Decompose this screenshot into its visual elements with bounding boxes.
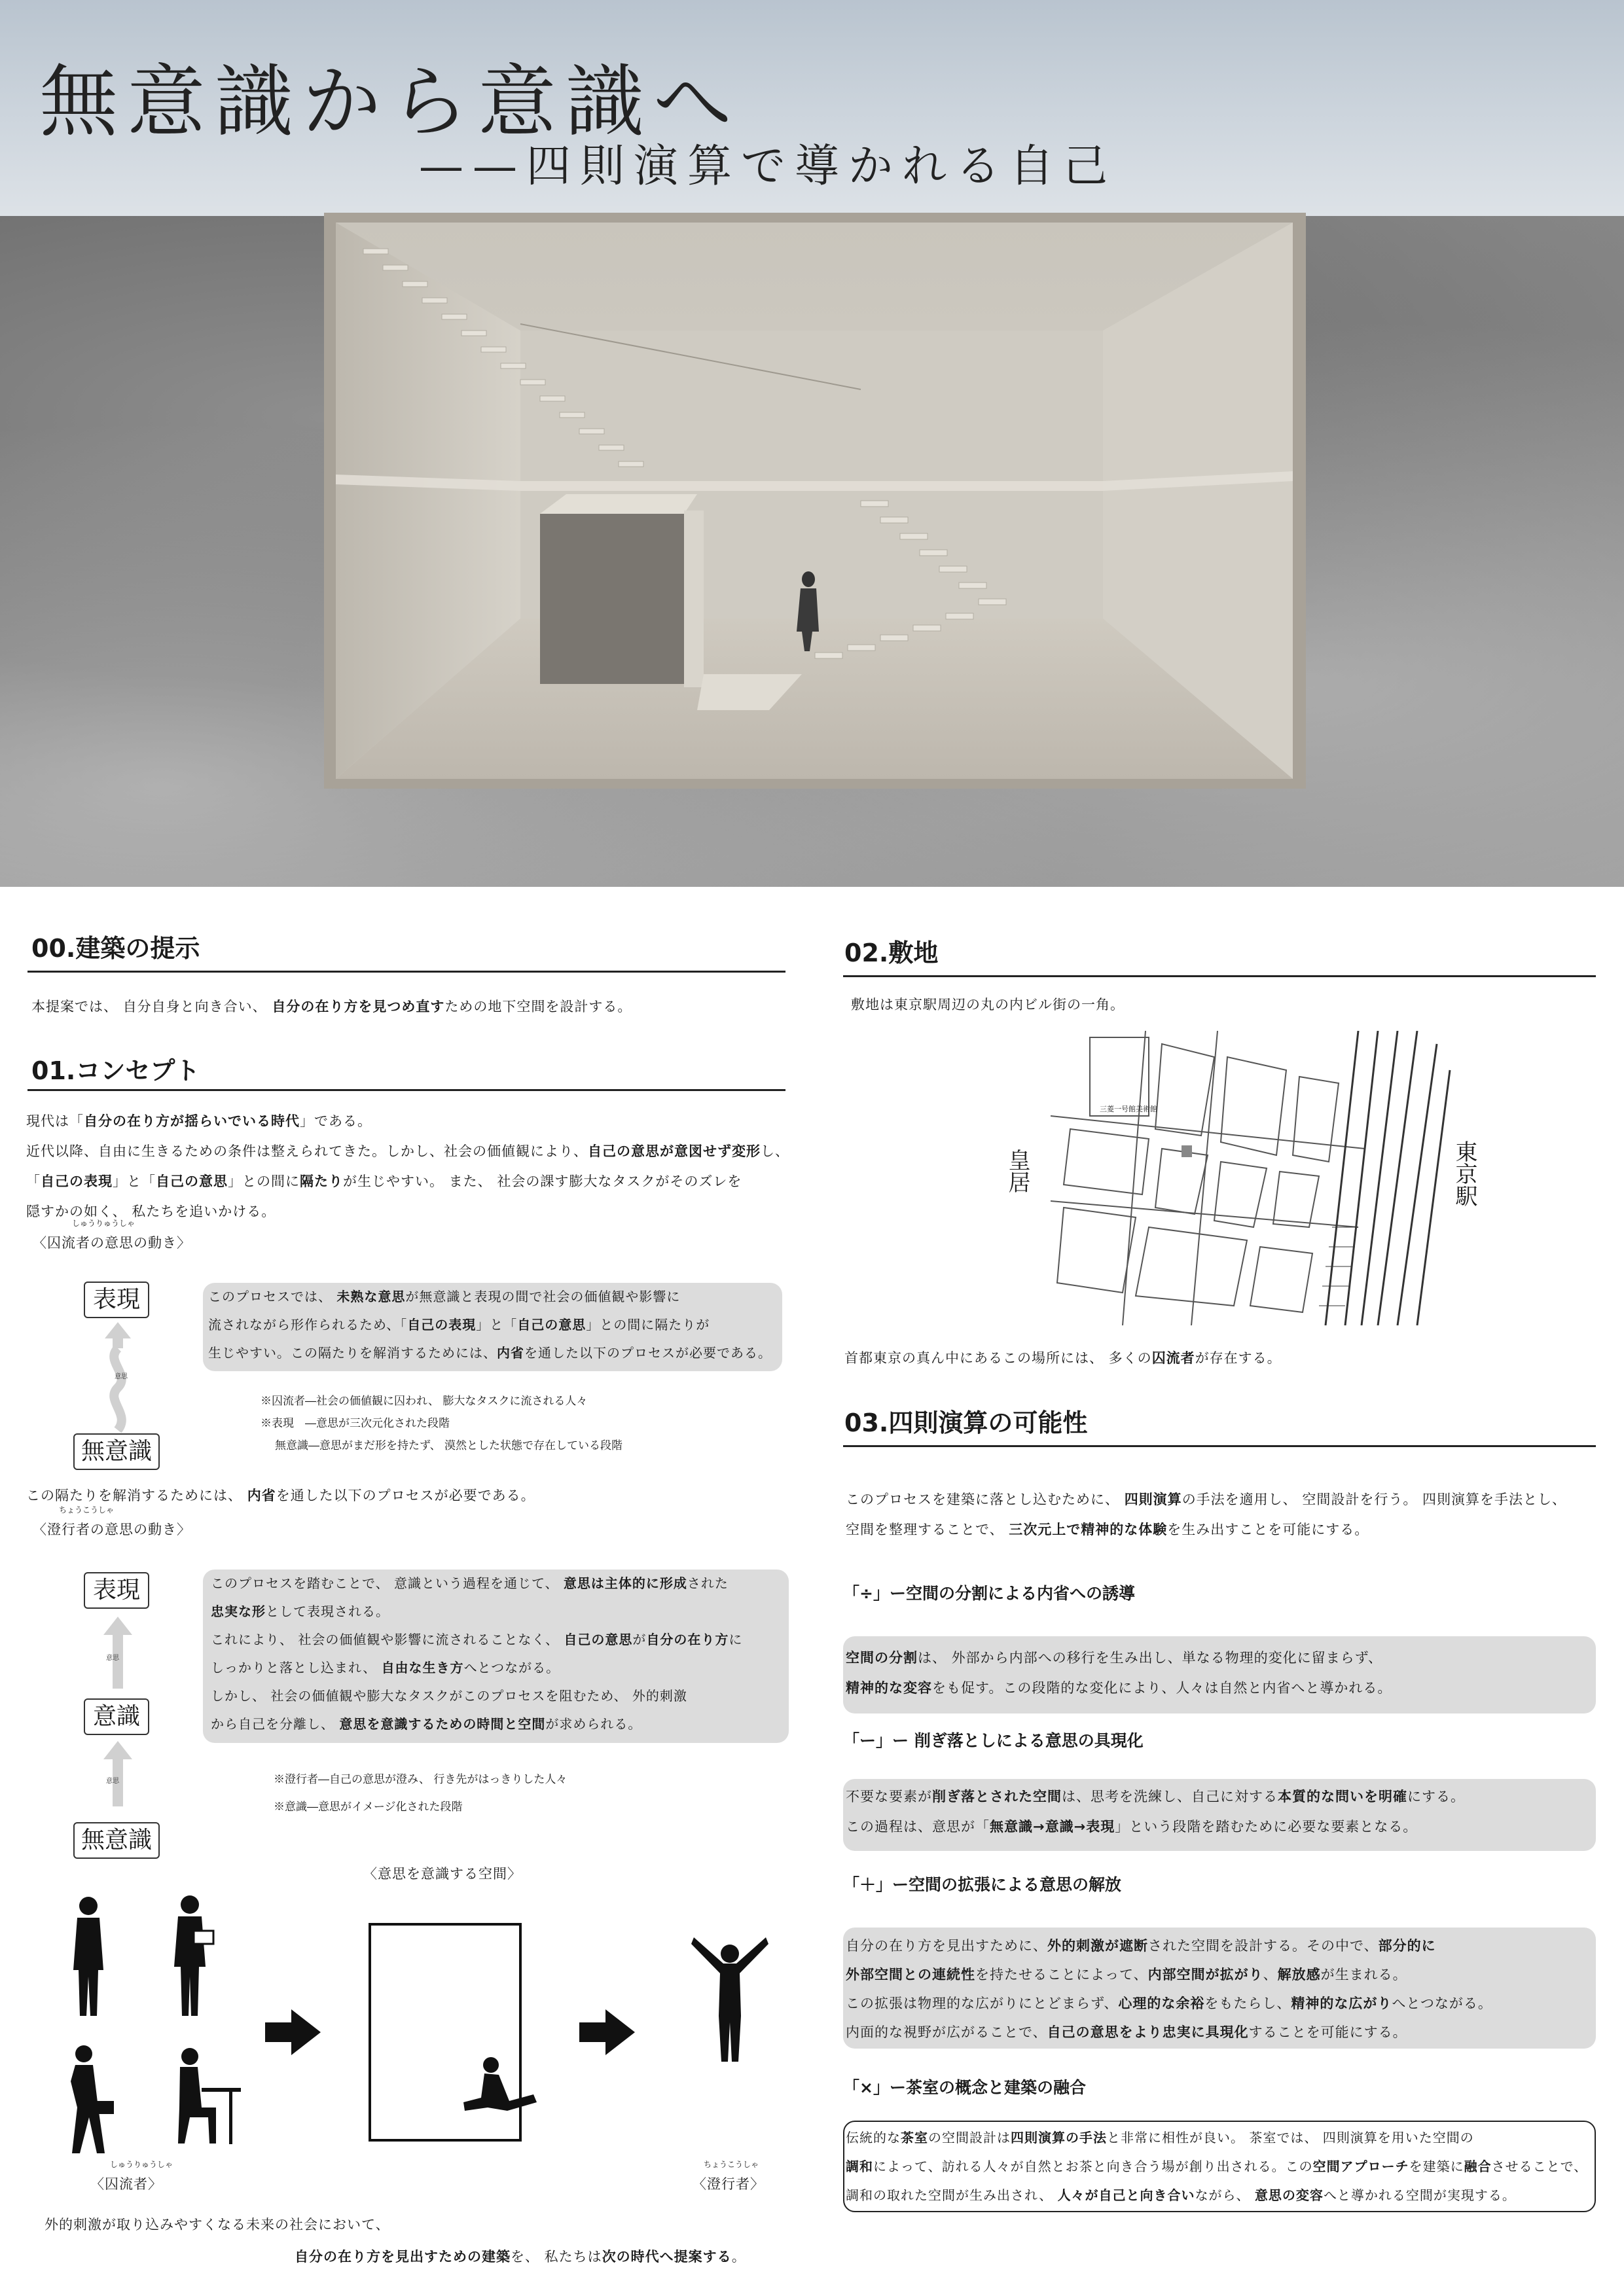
map-label-tokyo-station: 東京駅 [1451, 1140, 1477, 1207]
caption-right-ruby: ちょうこうしゃ [704, 2160, 759, 2169]
multiplication-line-2: 調和によって、訪れる人々が自然とお茶と向き合う場が創り出される。この空間アプローチを建築に融合させることで、 [846, 2159, 1588, 2174]
subtraction-line-1: 不要な要素が削ぎ落とされた空間は、思考を洗練し、自己に対する本質的な問いを明確にする。 [846, 1789, 1465, 1804]
mini-will-3: 意思 [106, 1778, 119, 1785]
note2-conscious: ※意識―意思がイメージ化された段階 [274, 1801, 463, 1814]
box1-line-2: 流されながら形作られるため、「自己の表現」と「自己の意思」との間に隔たりが [208, 1317, 710, 1333]
concept-line-3: 「自己の表現」と「自己の意思」との間に隔たりが生じやすい。 また、 社会の課す膨大なタスクがそのズレを [26, 1174, 742, 1189]
box2-line-4: しっかりと落とし込まれ、 自由な生き方へとつながる。 [211, 1660, 560, 1676]
caption-choukousha-flow: 〈澄行者の意思の動き〉 [33, 1522, 191, 1537]
caption1-ruby: しゅうりゅうしゃ [72, 1219, 135, 1228]
section-03-rule [843, 1445, 1596, 1447]
addition-line-2: 外部空間との連続性を持たせることによって、内部空間が拡がり、解放感が生まれる。 [846, 1967, 1407, 1982]
mini-will-2: 意思 [106, 1655, 119, 1662]
addition-line-3: この拡張は物理的な広がりにとどまらず、心理的な余裕をもたらし、精神的な広がりへとつながる。 [846, 1996, 1492, 2011]
note2-choukousha: ※澄行者―自己の意思が澄み、 行き先がはっきりした人々 [274, 1773, 568, 1786]
subtraction-heading: 「ー」ー 削ぎ落としによる意思の具現化 [843, 1731, 1144, 1750]
label-expression-1: 表現 [84, 1282, 149, 1318]
caption-shuuryuusha-flow: 〈囚流者の意思の動き〉 [33, 1235, 191, 1251]
section-00-heading: 00.建築の提示 [31, 934, 200, 963]
section-00-rule [27, 971, 785, 973]
s03-intro-2: 空間を整理することで、 三次元上で精神的な体験を生み出すことを可能にする。 [846, 1522, 1369, 1537]
section-01-rule [27, 1089, 785, 1091]
addition-line-1: 自分の在り方を見出すために、外的刺激が遮断された空間を設計する。その中で、部分的に [846, 1938, 1436, 1954]
site-intro: 敷地は東京駅周辺の丸の内ビル街の一角。 [851, 997, 1125, 1013]
division-line-1: 空間の分割は、 外部から内部への移行を生み出し、単なる物理的変化に留まらず、 [846, 1650, 1382, 1666]
s03-intro-1: このプロセスを建築に落とし込むために、 四則演算の手法を適用し、 空間設計を行う。 四則演算を手法とし、 [846, 1492, 1567, 1507]
multiplication-heading: 「×」ー茶室の概念と建築の融合 [843, 2078, 1086, 2097]
multiplication-line-3: 調和の取れた空間が生み出され、 人々が自己と向き合いながら、 意思の変容へと導かれる空間が実現する。 [846, 2187, 1516, 2203]
concept-line-2: 近代以降、自由に生きるための条件は整えられてきた。しかし、社会の価値観により、自己の意思が意図せず変形し、 [26, 1143, 789, 1159]
section-02-heading: 02.敷地 [844, 939, 939, 967]
label-conscious: 意識 [84, 1698, 149, 1735]
caption-left-ruby: しゅうりゅうしゃ [110, 2160, 173, 2169]
bridge-text: この隔たりを解消するためには、 内省を通した以下のプロセスが必要である。 [26, 1488, 535, 1503]
subtraction-line-2: この過程は、意思が「無意識→意識→表現」という段階を踏むために必要な要素となる。 [846, 1819, 1418, 1835]
final-line-2: 自分の在り方を見出すための建築を、 私たちは次の時代へ提案する。 [295, 2249, 746, 2265]
caption-choukousha: 〈澄行者〉 [693, 2176, 765, 2192]
arrow-up-icon [98, 1741, 137, 1806]
caption-shuuryuusha: 〈囚流者〉 [90, 2176, 162, 2192]
note1-unconscious: 無意識―意思がまだ形を持たず、 漠然とした状態で存在している段階 [275, 1439, 623, 1452]
final-line-1: 外的刺激が取り込みやすくなる未来の社会において、 [45, 2217, 390, 2233]
box2-line-2: 忠実な形として表現される。 [211, 1604, 389, 1619]
map-label-imperial-palace: 皇居 [1004, 1149, 1030, 1193]
map-museum-label: 三菱一号館美術館 [1100, 1105, 1157, 1113]
note1-shuuryuusha: ※囚流者―社会の価値観に囚われ、 膨大なタスクに流される人々 [261, 1395, 588, 1408]
caption-space-for-will: 〈意思を意識する空間〉 [363, 1866, 522, 1882]
box1-line-1: このプロセスでは、 未熟な意思が無意識と表現の間で社会の価値観や影響に [208, 1289, 681, 1304]
division-heading: 「÷」ー空間の分割による内省への誘導 [843, 1584, 1135, 1603]
addition-line-4: 内面的な視野が広がることで、自己の意思をより忠実に具現化することを可能にする。 [846, 2024, 1407, 2040]
box2-line-6: から自己を分離し、 意思を意識するための時間と空間が求められる。 [211, 1716, 642, 1732]
section-01-heading: 01.コンセプト [31, 1056, 200, 1085]
page-title: 無意識から意識へ [39, 57, 741, 148]
section-02-rule [843, 975, 1596, 977]
division-line-2: 精神的な変容をも促す。この段階的な変化により、人々は自然と内省へと導かれる。 [846, 1680, 1392, 1696]
site-map [1051, 1031, 1476, 1325]
architecture-model-photo [324, 213, 1306, 789]
addition-heading: 「＋」ー空間の拡張による意思の解放 [843, 1875, 1122, 1894]
section-03-heading: 03.四則演算の可能性 [844, 1408, 1088, 1437]
section-00-text: 本提案では、 自分自身と向き合い、 自分の在り方を見つめ直すための地下空間を設計する。 [31, 999, 632, 1014]
label-unconscious-1: 無意識 [73, 1433, 160, 1470]
mini-will-1: 意思 [115, 1373, 128, 1380]
arrow-up-icon [98, 1617, 137, 1689]
multiplication-line-1: 伝統的な茶室の空間設計は四則演算の手法と非常に相性が良い。 茶室では、 四則演算を用いた空間の [846, 2130, 1474, 2145]
concept-line-1: 現代は「自分の在り方が揺らいでいる時代」である。 [26, 1113, 372, 1129]
label-unconscious-2: 無意識 [73, 1822, 160, 1859]
label-expression-2: 表現 [84, 1572, 149, 1609]
box2-line-1: このプロセスを踏むことで、 意識という過程を通じて、 意思は主体的に形成された [211, 1575, 729, 1591]
box2-line-3: これにより、 社会の価値観や影響に流されることなく、 自己の意思が自分の在り方に [211, 1632, 743, 1647]
box1-line-3: 生じやすい。この隔たりを解消するためには、内省を通した以下のプロセスが必要である。 [208, 1345, 772, 1361]
page-subtitle: ——四則演算で導かれる自己 [419, 141, 1117, 192]
concept-line-4: 隠すかの如く、 私たちを追いかける。 [26, 1204, 276, 1219]
caption2-ruby: ちょうこうしゃ [59, 1505, 115, 1515]
people-transition-diagram [39, 1885, 799, 2199]
note1-expression: ※表現 ―意思が三次元化された段階 [261, 1417, 450, 1430]
site-bottom-text: 首都東京の真ん中にあるこの場所には、 多くの囚流者が存在する。 [844, 1350, 1282, 1366]
box2-line-5: しかし、 社会の価値観や膨大なタスクがこのプロセスを阻むため、 外的刺激 [211, 1688, 687, 1704]
